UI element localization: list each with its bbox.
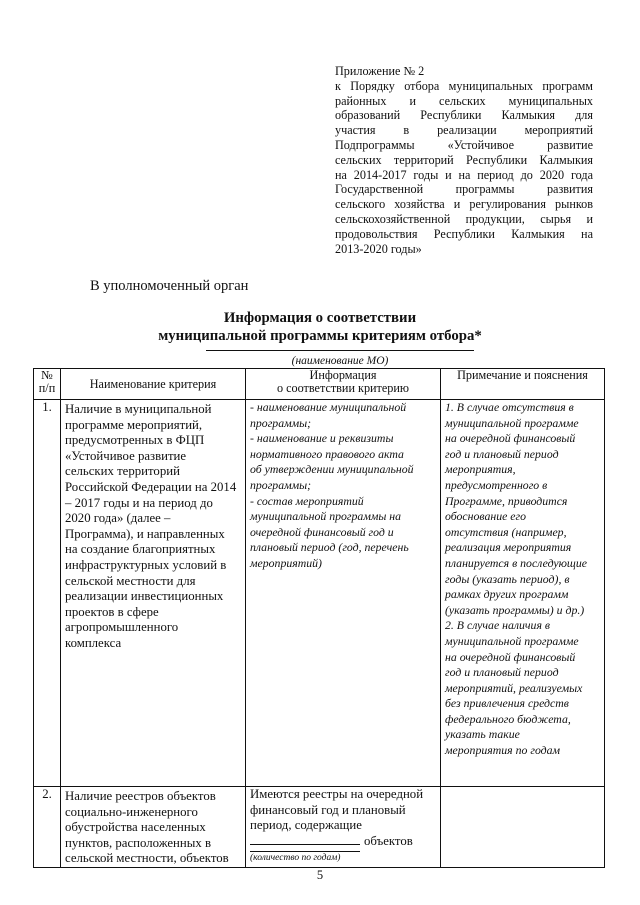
table-row — [34, 400, 605, 787]
criterion-line: 2020 года» (далее – — [65, 511, 171, 526]
header-info-line2: о соответствии критерию — [276, 381, 410, 395]
info-line: - наименование и реквизиты — [250, 431, 394, 446]
info-line: плановый период (год, перечень — [250, 540, 409, 555]
header-info-line1: Информация — [309, 368, 377, 382]
info-line: программы; — [250, 415, 312, 430]
criteria-table — [33, 368, 605, 868]
appendix-line: Подпрограммы «Устойчивое развитие — [335, 137, 593, 152]
note-line: год и плановый период — [445, 446, 559, 461]
info-line: период, содержащие — [250, 818, 362, 833]
criterion-line: агропромышленного — [65, 620, 179, 635]
note-line: Программе, приводится — [445, 493, 568, 508]
header-criterion-label: Наименование критерия — [89, 376, 217, 391]
note-line: 2. В случае наличия в — [445, 618, 550, 633]
criterion-line: реализации инвестиционных — [65, 589, 224, 604]
criterion-line: Наличие в муниципальной — [65, 402, 212, 416]
document-title: Информация о соответствии — [223, 310, 417, 326]
info-line: муниципальной программы на — [250, 509, 402, 524]
note-line: муниципальной программе — [445, 415, 579, 430]
appendix-line: участия в реализации мероприятий — [335, 123, 593, 138]
note-line: муниципальной программе — [445, 633, 579, 648]
header-info — [246, 369, 441, 400]
note-line: годы (указать период), в — [445, 571, 570, 586]
info-cell — [246, 400, 441, 787]
mo-name-caption: (наименование МО) — [291, 355, 389, 367]
criterion-line: Программа), и направленных — [65, 526, 225, 541]
appendix-line: образований Республики Калмыкия для — [335, 108, 593, 123]
criterion-line: на создание благоприятных — [65, 542, 216, 557]
appendix-line: 2013-2020 годы» — [335, 241, 422, 256]
objects-count-caption: (количество по годам) — [250, 851, 360, 864]
appendix-line: Государственной программы развития — [335, 182, 593, 197]
criterion-line: «Устойчивое развитие — [65, 448, 187, 463]
appendix-line: на 2014-2017 годы и на период до 2020 года — [335, 167, 593, 182]
note-line: мероприятия по годам — [445, 743, 561, 758]
note-line: без привлечения средств — [445, 696, 569, 711]
info-line: финансовый год и плановый — [250, 802, 406, 817]
criterion-cell — [61, 787, 246, 868]
note-line: мероприятий, реализуемых — [445, 680, 583, 695]
row-number: 1. — [34, 400, 61, 787]
mo-name-line — [206, 350, 474, 351]
table-header-row — [34, 369, 605, 400]
criterion-line: проектов в сфере — [65, 604, 159, 619]
criterion-line: комплекса — [65, 635, 122, 650]
objects-suffix: объектов — [364, 833, 413, 848]
info-line: - состав мероприятий — [250, 493, 364, 508]
criterion-line: сельской местности для — [65, 573, 196, 588]
header-criterion — [61, 369, 246, 400]
note-line: планируется в последующие — [445, 555, 587, 570]
note-line: федерального бюджета, — [445, 711, 571, 726]
criterion-line: – 2017 годы и на период до — [65, 495, 213, 510]
criterion-cell — [61, 400, 246, 787]
note-cell — [441, 787, 605, 868]
header-note: Примечание и пояснения — [441, 369, 605, 400]
note-cell — [441, 400, 605, 787]
criterion-line: социально-инженерного — [65, 804, 198, 819]
appendix-heading: Приложение № 2 — [335, 64, 425, 78]
info-line: мероприятий) — [250, 555, 322, 570]
criterion-line: Наличие реестров объектов — [65, 789, 216, 803]
info-line: об утверждении муниципальной — [250, 462, 414, 477]
note-line: на очередной финансовый — [445, 431, 576, 446]
document-subtitle: муниципальной программы критериям отбора* — [158, 328, 482, 344]
criterion-line: сельских территорий — [65, 464, 180, 479]
addressee: В уполномоченный орган — [90, 278, 249, 294]
note-line: на очередной финансовый — [445, 649, 576, 664]
criterion-line: Российской Федерации на 2014 — [65, 479, 237, 494]
note-line: указать такие — [445, 727, 520, 742]
info-line: нормативного правового акта — [250, 446, 404, 461]
page-number: 5 — [316, 868, 324, 882]
info-line: - наименование муниципальной — [250, 400, 407, 414]
objects-count-line — [250, 834, 436, 850]
note-line: год и плановый период — [445, 665, 559, 680]
appendix-block — [335, 64, 593, 256]
note-line: обоснование его — [445, 509, 527, 524]
criterion-line: предусмотренных в ФЦП — [65, 433, 205, 448]
info-line: очередной финансовый год и — [250, 524, 394, 539]
note-line: мероприятия, — [445, 462, 516, 477]
info-line: Имеются реестры на очередной — [250, 787, 424, 801]
appendix-line: продовольствия Республики Калмыкия на — [335, 226, 593, 241]
note-line: 1. В случае отсутствия в — [445, 400, 574, 414]
criterion-line: инфраструктурных условий в — [65, 557, 227, 572]
appendix-line: сельскохозяйственной продукции, сырья и — [335, 211, 593, 226]
note-line: реализация мероприятия — [445, 540, 572, 555]
appendix-line: сельских территорий Республики Калмыкия — [335, 152, 593, 167]
table-row — [34, 787, 605, 868]
appendix-line: к Порядку отбора муниципальных программ — [335, 78, 593, 93]
note-line: предусмотренного в — [445, 477, 548, 492]
appendix-line: сельского хозяйства и регулирования рынков — [335, 197, 593, 212]
objects-count-blank — [250, 834, 360, 845]
note-line: рамках других программ — [445, 587, 569, 602]
header-num: № п/п — [34, 369, 61, 400]
criterion-line: сельской местности, объектов — [65, 851, 229, 866]
note-line: (указать программы) и др.) — [445, 602, 585, 617]
note-line: отсутствия (например, — [445, 524, 567, 539]
info-cell — [246, 787, 441, 868]
appendix-line: районных и сельских муниципальных — [335, 93, 593, 108]
criterion-line: обустройства населенных — [65, 820, 206, 835]
criterion-line: программе мероприятий, — [65, 417, 203, 432]
criterion-line: пунктов, расположенных в — [65, 835, 211, 850]
row-number: 2. — [34, 787, 61, 868]
info-line: программы; — [250, 477, 312, 492]
